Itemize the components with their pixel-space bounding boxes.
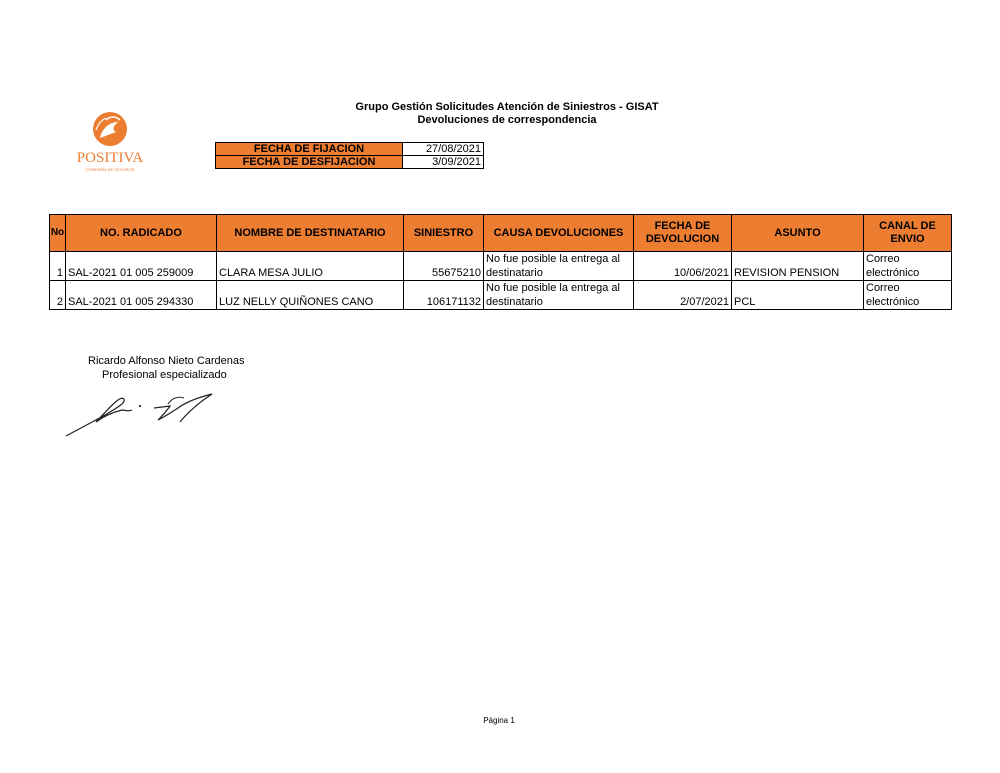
cell-canal: Correo electrónico — [864, 281, 952, 310]
cell-asunto: REVISION PENSION — [732, 252, 864, 281]
col-header-radicado: NO. RADICADO — [66, 215, 217, 252]
cell-destinatario: LUZ NELLY QUIÑONES CANO — [217, 281, 404, 310]
table-row — [50, 252, 952, 281]
cell-causa: No fue posible la entrega al destinatario — [484, 252, 634, 281]
cell-canal: Correo electrónico — [864, 252, 952, 281]
cell-radicado: SAL-2021 01 005 294330 — [66, 281, 217, 310]
col-header-causa: CAUSA DEVOLUCIONES — [484, 215, 634, 252]
col-header-siniestro: SINIESTRO — [404, 215, 484, 252]
fijacion-row — [216, 143, 484, 156]
cell-no: 1 — [50, 252, 66, 281]
col-header-no: No — [50, 215, 66, 252]
desfijacion-label: FECHA DE DESFIJACIÓN — [216, 156, 403, 169]
devoluciones-table — [49, 214, 952, 310]
positiva-logo — [66, 108, 154, 174]
signatory-role: Profesional especializado — [102, 369, 227, 381]
signatory-name: Ricardo Alfonso Nieto Cardenas — [88, 355, 245, 367]
table-row — [50, 281, 952, 310]
page-number: Página 1 — [483, 716, 515, 725]
fijacion-value: 27/08/2021 — [403, 143, 484, 156]
cell-destinatario: CLARA MESA JULIO — [217, 252, 404, 281]
cell-fecha: 10/06/2021 — [634, 252, 732, 281]
col-header-asunto: ASUNTO — [732, 215, 864, 252]
cell-causa: No fue posible la entrega al destinatario — [484, 281, 634, 310]
document-title: Grupo Gestión Solicitudes Atención de Siniestros - GISAT — [355, 101, 659, 113]
cell-no: 2 — [50, 281, 66, 310]
document-subtitle: Devoluciones de correspondencia — [417, 114, 597, 126]
cell-fecha: 2/07/2021 — [634, 281, 732, 310]
desfijacion-value: 3/09/2021 — [403, 156, 484, 169]
handwritten-signature — [62, 386, 222, 440]
logo-tagline: COMPAÑÍA DE SEGUROS — [85, 167, 135, 172]
table-header-row — [50, 215, 952, 252]
desfijacion-row — [216, 156, 484, 169]
cell-siniestro: 55675210 — [404, 252, 484, 281]
fijacion-label: FECHA DE FIJACIÓN — [216, 143, 403, 156]
cell-siniestro: 106171132 — [404, 281, 484, 310]
logo-name: POSITIVA — [76, 150, 144, 166]
dates-table — [215, 142, 484, 169]
col-header-destinatario: NOMBRE DE DESTINATARIO — [217, 215, 404, 252]
col-header-fecha: FECHA DE DEVOLUCION — [634, 215, 732, 252]
cell-asunto: PCL — [732, 281, 864, 310]
col-header-canal: CANAL DE ENVIO — [864, 215, 952, 252]
cell-radicado: SAL-2021 01 005 259009 — [66, 252, 217, 281]
